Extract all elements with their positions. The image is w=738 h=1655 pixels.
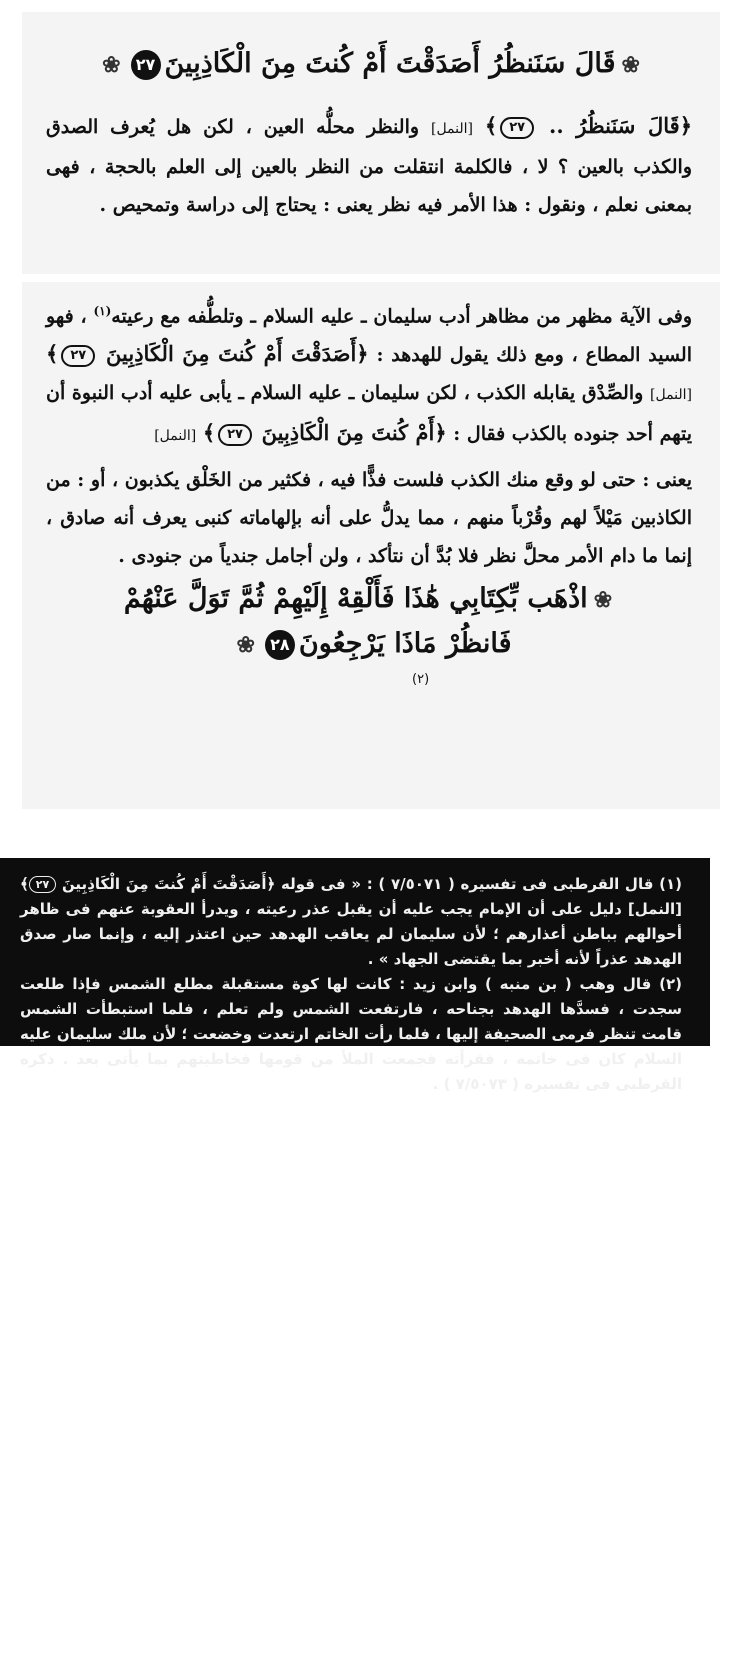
verse-quote: ﴿أَمْ كُنتَ مِنَ الْكَاذِبِينَ xyxy=(261,420,447,446)
quote-close: ﴾ xyxy=(20,875,29,893)
quote-close: ﴾ xyxy=(484,113,498,138)
footnote-text: قال القرطبى فى تفسيره ( ٧/٥٠٧١ ) : « فى قوله xyxy=(280,875,654,893)
verse-quote: ﴿أَصَدَقْتَ أَمْ كُنتَ مِنَ الْكَاذِبِينَ xyxy=(106,341,369,367)
surah-tag: [النمل] xyxy=(430,121,473,137)
footnote-number: (١) xyxy=(659,875,682,893)
footnotes-block xyxy=(0,858,710,1093)
surah-tag: [النمل] xyxy=(650,387,692,404)
verse-line-2 xyxy=(22,622,720,667)
quote-close: ﴾ xyxy=(46,341,59,367)
verse-heading xyxy=(22,12,720,87)
footnote-marker: (٢) xyxy=(412,672,430,687)
paragraph-1 xyxy=(22,292,720,455)
verse-text: قَالَ سَنَنظُرُ أَصَدَقْتَ أَمْ كُنتَ مِنَ الْكَاذِبِينَ xyxy=(164,48,616,79)
footnote-text: [النمل] دليل على أن الإمام يجب عليه أن يقبل عذر رعيته ، ويدرأ العقوبة عنهم فى ظاهر أحوالهم بباطن أعذارهم ؛ لأن سليمان لم يعاقب الهدهد حين اعتذر إليه ، وإنما صار صدق الهدهد عذراً لأنه أخبر بما يقتضى الجهاد » . xyxy=(20,900,682,968)
quote-close: ﴾ xyxy=(202,420,216,446)
footnote-2 xyxy=(20,972,682,1097)
paragraph-2 xyxy=(22,461,720,575)
paragraph-text: يعنى : حتى لو وقع منك الكذب فلست فذًّا فيه ، فكثير من الخَلْق يكذبون ، أو : من الكاذبين مَيْلاً لهم وقُرْباً منهم ، مما يدلُّ على أنه بإلهاماته كنبى يعرف أنه صادق ، إنما ما دام الأمر محلَّ نظر فلا بُدَّ أن نتأكد ، ولن أجامل جندياً من جنودى . xyxy=(46,469,692,568)
paragraph-text: والصِّدْق يقابله الكذب ، لكن سليمان ـ عليه السلام ـ يأبى عليه أدب النبوة أن يتهم أحد جنوده بالكذب فقال : xyxy=(46,382,692,446)
footnote-text: قال وهب ( بن منبه ) وابن زيد : كانت لها كوة مستقبلة مطلع الشمس فإذا طلعت سجدت ، فسدَّها الهدهد بجناحه ، فارتفعت الشمس ولم تعلم ، فلما استبطأت الشمس قامت تنظر فرمى الصحيفة إليها ، فلما رأت الخاتم ارتعدت وخضعت ؛ لأن ملك سليمان عليه السلام كان فى خاتمه ، فقرأته فجمعت الملأ من قومها فخاطبتهم بما يأتى بعد . ذكره القرطبى فى تفسيره ( ٧/٥٠٧٣ ) . xyxy=(20,975,682,1093)
surah-tag: [النمل] xyxy=(154,428,197,445)
verse-quote: ﴿أَصَدَقْتَ أَمْ كُنتَ مِنَ الْكَاذِبِينَ xyxy=(61,875,276,893)
commentary-text: والنظر محلُّه العين ، لكن هل يُعرف الصدق والكذب بالعين ؟ لا ، فالكلمة انتقلت من النظر بالعين إلى العلم بالحجة ، فهى بمعنى نعلم ، ونقول : هذا الأمر فيه نظر يعنى : يحتاج إلى دراسة وتمحيص . xyxy=(46,116,692,216)
verse-number-badge: ٢٧ xyxy=(61,345,95,367)
verse-quote: قَالَ سَنَنظُرُ .. xyxy=(549,113,680,138)
paragraph-text: وفى الآية مظهر من مظاهر أدب سليمان ـ عليه السلام ـ وتلطُّفه مع رعيته xyxy=(111,305,692,328)
verse-number-badge: ٢٨ xyxy=(265,630,295,660)
verse-text: فَانظُرْ مَاذَا يَرْجِعُونَ xyxy=(298,628,512,660)
verse-block xyxy=(22,577,720,667)
commentary-paragraph xyxy=(22,107,720,224)
verse-number-badge: ٢٧ xyxy=(131,50,161,80)
verse-line-1 xyxy=(22,577,720,622)
quote-open: ﴿ xyxy=(679,113,692,138)
paragraph-text: ، فهو السيد المطاع ، ومع ذلك يقول للهدهد : xyxy=(46,305,692,367)
ornament-icon: ❀ xyxy=(102,52,121,78)
ornament-icon: ❀ xyxy=(236,632,255,659)
ornament-icon: ❀ xyxy=(593,587,613,614)
verse-number-badge: ٢٧ xyxy=(500,117,534,139)
footnote-1 xyxy=(20,872,682,972)
footnote-ref: (١) xyxy=(93,304,112,318)
verse-text: اذْهَب بِّكِتَابِي هَٰذَا فَأَلْقِهْ إِلَيْهِمْ ثُمَّ تَوَلَّ عَنْهُمْ xyxy=(123,583,588,615)
commentary-panel-2 xyxy=(22,282,720,809)
verse-number-badge: ٢٧ xyxy=(218,424,252,446)
footnote-number: (٢) xyxy=(659,975,682,993)
verse-number-badge: ٢٧ xyxy=(29,876,56,893)
commentary-panel-1 xyxy=(22,12,720,274)
ornament-icon: ❀ xyxy=(621,52,640,78)
